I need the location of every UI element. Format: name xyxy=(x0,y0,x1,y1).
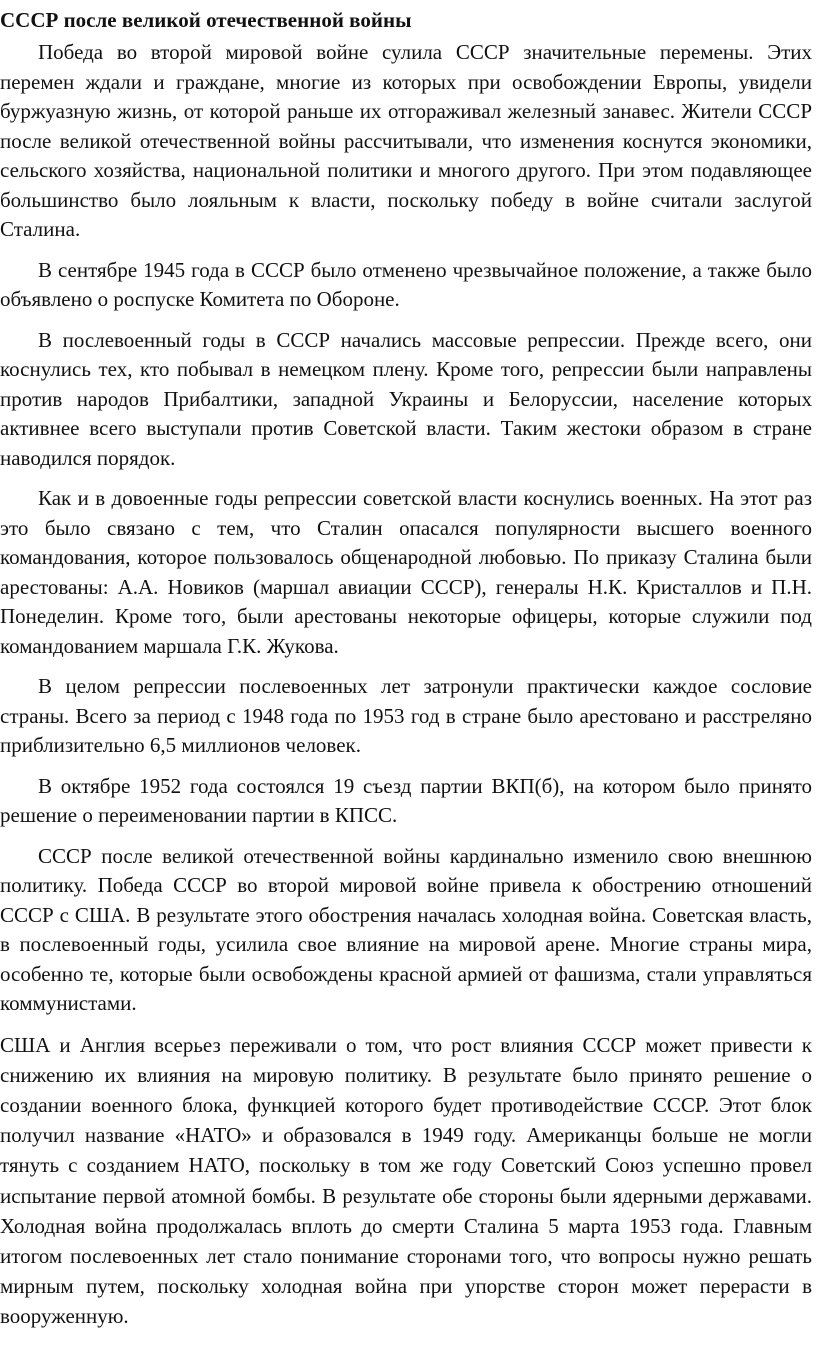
paragraph: СССР после великой отечественной войны кардинально изменило свою внешнюю политику. Победа СССР во второй мировой войне привела к обострению отношений СССР с США. В результате этого обострения началась холодная война. Советская власть, в послевоенный годы, усилила свое влияние на мировой арене. Многие страны мира, особенно те, которые были освобождены красной армией от фашизма, стали управляться коммунистами. xyxy=(0,843,812,1015)
paragraph: В октябре 1952 года состоялся 19 съезд партии ВКП(б), на котором было принято решение о переименовании партии в КПСС. xyxy=(0,773,812,827)
paragraph: В сентябре 1945 года в СССР было отменено чрезвычайное положение, а также было объявлено о роспуске Комитета по Обороне. xyxy=(0,257,812,311)
paragraph: Как и в довоенные годы репрессии советской власти коснулись военных. На этот раз это было связано с тем, что Сталин опасался популярности высшего военного командования, которое пользовалось общенародной любовью. По приказу Сталина были арестованы: А.А. Новиков (маршал авиации СССР), генералы Н.К. Кристаллов и П.Н. Понеделин. Кроме того, были арестованы некоторые офицеры, которые служили под командованием маршала Г.К. Жукова. xyxy=(0,486,812,658)
paragraph: США и Англия всерьез переживали о том, что рост влияния СССР может привести к снижению их влияния на мировую политику. В результате было принято решение о создании военного блока, функцией которого будет противодействие СССР. Этот блок получил название «НАТО» и образовался в 1949 году. Американцы больше не могли тянуть с созданием НАТО, поскольку в том же году Советский Союз успешно провел испытание первой атомной бомбы. В результате обе стороны были ядерными державами. Холодная война продолжалась вплоть до смерти Сталина 5 марта 1953 года. Главным итогом послевоенных лет стало понимание сторонами того, что вопросы нужно решать мирным путем, поскольку холодная война при упорстве сторон может перерасти в вооруженную. xyxy=(0,1032,812,1329)
paragraph: Победа во второй мировой войне сулила СССР значительные перемены. Этих перемен ждали и граждане, многие из которых при освобождении Европы, увидели буржуазную жизнь, от которой раньше их отгораживал железный занавес. Жители СССР после великой отечественной войны рассчитывали, что изменения коснутся экономики, сельского хозяйства, национальной политики и многого другого. При этом подавляющее большинство было лояльным к власти, поскольку победу в войне считали заслугой Сталина. xyxy=(0,40,812,241)
document-title: СССР после великой отечественной войны xyxy=(0,8,412,32)
paragraph: В послевоенный годы в СССР начались массовые репрессии. Прежде всего, они коснулись тех, кто побывал в немецком плену. Кроме того, репрессии были направлены против народов Прибалтики, западной Украины и Белоруссии, население которых активнее всего выступали против Советской власти. Таким жестоки образом в стране наводился порядок. xyxy=(0,327,812,470)
paragraph: В целом репрессии послевоенных лет затронули практически каждое сословие страны. Всего за период с 1948 года по 1953 год в стране было арестовано и расстреляно приблизительно 6,5 миллионов человек. xyxy=(0,674,812,757)
